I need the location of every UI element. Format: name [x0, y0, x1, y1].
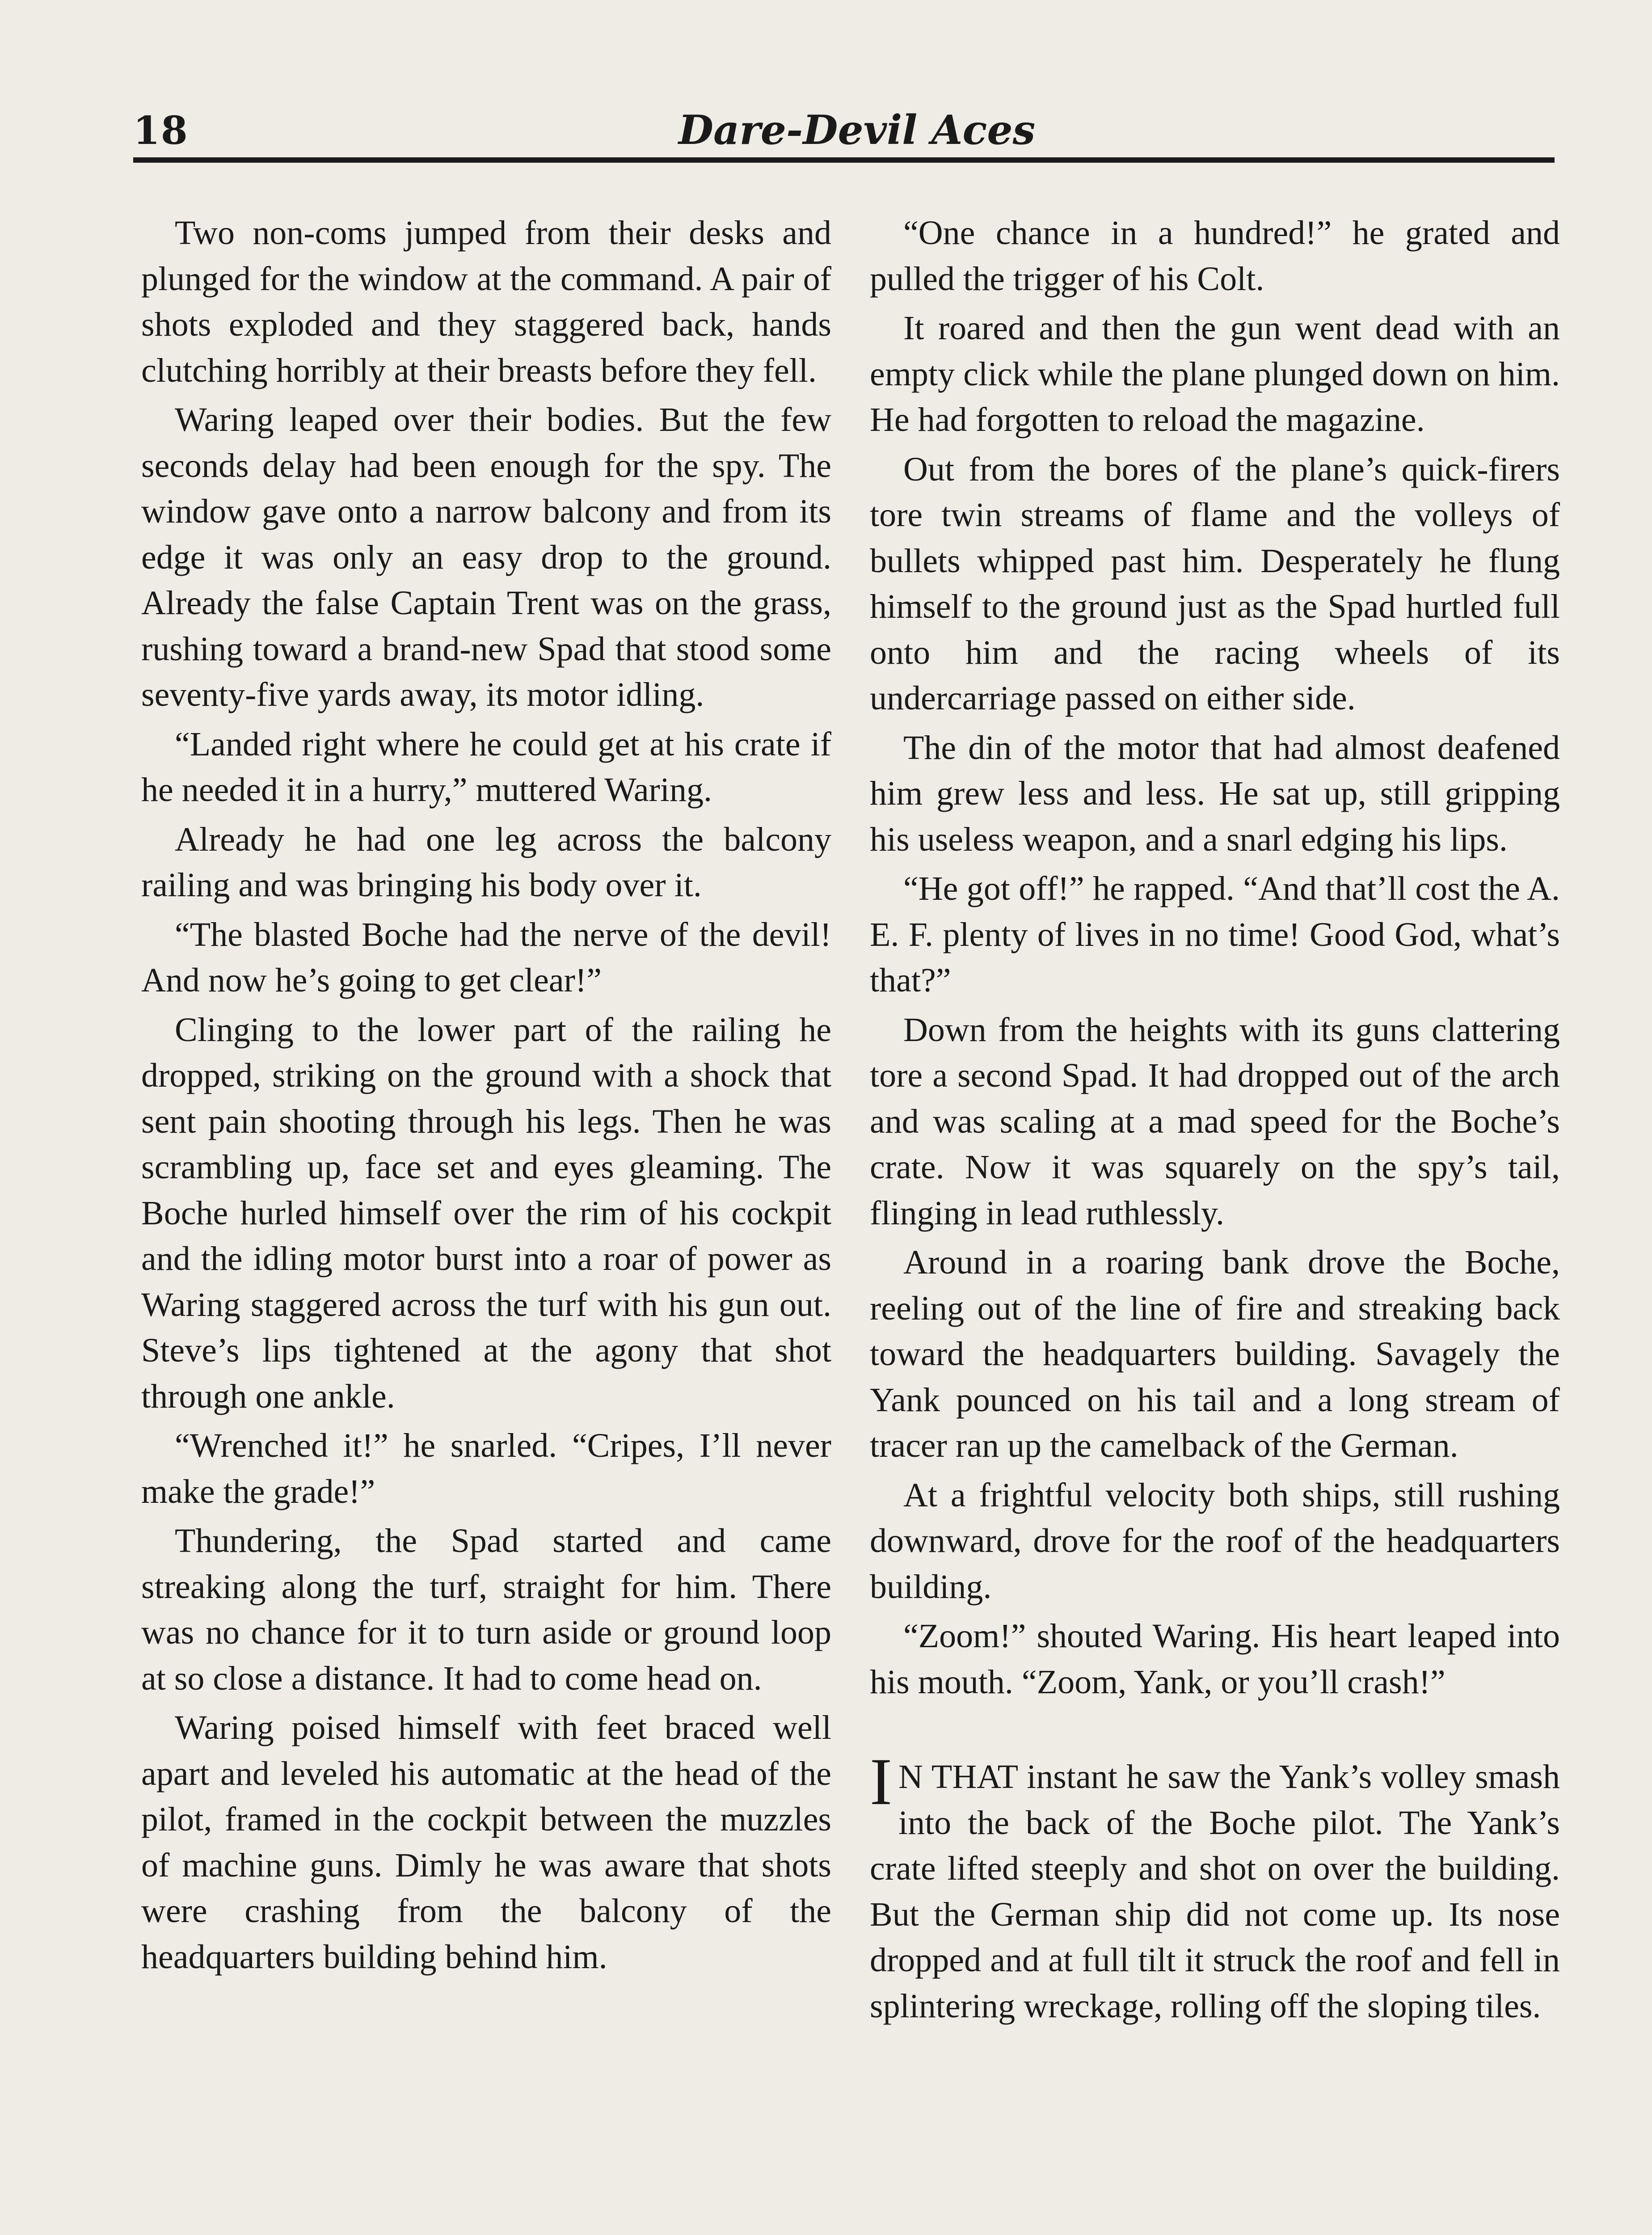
paragraph: Thundering, the Spad started and came streaking along the turf, straight for him. There was no chance for it to turn aside or ground loop at so close a distance. It had to come head on.	[141, 1522, 831, 1697]
paragraph: Waring poised himself with feet braced well apart and leveled his automatic at the head of the pilot, framed in the cockpit between the muzzles of machine guns. Dimly he was aware that shots were crashing from the balcony of the headquarters building behind him.	[141, 1709, 831, 1976]
paragraph: Already he had one leg across the balcony railing and was bringing his body over it.	[141, 820, 831, 904]
magazine-title: Dare-Devil Aces	[678, 106, 1036, 154]
paragraph: “The blasted Boche had the nerve of the devil! And now he’s going to get clear!”	[141, 915, 831, 999]
paragraph: At a frightful velocity both ships, still rushing downward, drove for the roof of the headquarters building.	[870, 1476, 1560, 1606]
paragraph: Waring leaped over their bodies. But the few seconds delay had been enough for the spy. The window gave onto a narrow balcony and from its edge it was only an easy drop to the ground. Already the false Captain Trent was on the grass, rushing toward a brand-new Spad that stood some seventy-five yards away, its motor idling.	[141, 401, 831, 713]
section-paragraph	[870, 1745, 1560, 2029]
section-paragraph-text: N THAT instant he saw the Yank’s volley smash into the back of the Boche pilot. The Yank’s crate lifted steeply and shot on over the building. But the German ship did not come up. Its nose dropped and at full tilt it struck the roof and fell in splintering wreckage, rolling off the sloping tiles.	[870, 1758, 1560, 2025]
paragraph: Down from the heights with its guns clattering tore a second Spad. It had dropped out of the arch and was scaling at a mad speed for the Boche’s crate. Now it was squarely on the spy’s tail, flinging in lead ruthlessly.	[870, 1011, 1560, 1232]
right-column	[870, 210, 1560, 2033]
drop-cap: I	[870, 1745, 892, 1819]
paragraph: “Landed right where he could get at his crate if he needed it in a hurry,” muttered Waring.	[141, 725, 831, 809]
paragraph: “Wrenched it!” he snarled. “Cripes, I’ll never make the grade!”	[141, 1427, 831, 1510]
paragraph: It roared and then the gun went dead with an empty click while the plane plunged down on him. He had forgotten to reload the magazine.	[870, 309, 1560, 439]
paragraph: Two non-coms jumped from their desks and plunged for the window at the command. A pair of shots exploded and they staggered back, hands clutching horribly at their breasts before they fell.	[141, 214, 831, 389]
paragraph: Around in a roaring bank drove the Boche, reeling out of the line of fire and streaking back toward the headquarters building. Savagely the Yank pounced on his tail and a long stream of tracer ran up the camelback of the German.	[870, 1244, 1560, 1464]
paragraph: The din of the motor that had almost deafened him grew less and less. He sat up, still gripping his useless weapon, and a snarl edging his lips.	[870, 729, 1560, 858]
paragraph: “Zoom!” shouted Waring. His heart leaped into his mouth. “Zoom, Yank, or you’ll crash!”	[870, 1617, 1560, 1701]
paragraph: “One chance in a hundred!” he grated and pulled the trigger of his Colt.	[870, 214, 1560, 298]
left-column	[141, 210, 831, 1983]
paragraph: Out from the bores of the plane’s quick-firers tore twin streams of flame and the volleys of bullets whipped past him. Desperately he flung himself to the ground just as the Spad hurtled full onto him and the racing wheels of its undercarriage passed on either side.	[870, 450, 1560, 717]
paragraph: “He got off!” he rapped. “And that’ll cost the A. E. F. plenty of lives in no time! Good God, what’s that?”	[870, 870, 1560, 999]
header-rule	[133, 157, 1555, 163]
page-header	[133, 103, 1555, 161]
paragraph: Clinging to the lower part of the railing he dropped, striking on the ground with a shock that sent pain shooting through his legs. Then he was scrambling up, face set and eyes gleaming. The Boche hurled himself over the rim of his cockpit and the idling motor burst into a roar of power as Waring staggered across the turf with his gun out. Steve’s lips tightened at the agony that shot through one ankle.	[141, 1011, 831, 1415]
page-number: 18	[133, 108, 189, 153]
